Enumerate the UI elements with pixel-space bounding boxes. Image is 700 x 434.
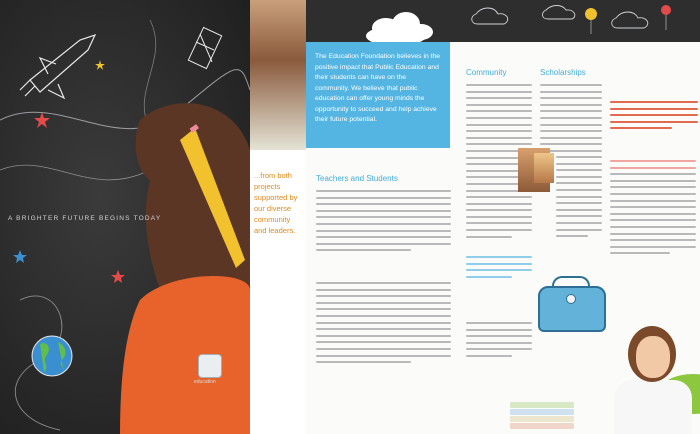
teachers-body-2 xyxy=(316,282,451,368)
inner-left-panel xyxy=(250,0,310,434)
satellite-icon xyxy=(188,27,221,68)
girl-face xyxy=(636,336,670,378)
heading-teachers: Teachers and Students xyxy=(316,174,398,183)
logo-text: education xyxy=(194,379,216,385)
star-icons xyxy=(34,112,125,283)
sidebar-quote: ...from both projects supported by our diverse community and leaders. xyxy=(254,171,298,235)
heading-scholarships: Scholarships xyxy=(540,68,586,77)
student-photo xyxy=(120,103,250,434)
foundation-logo xyxy=(198,354,222,378)
earth-icon xyxy=(32,336,72,376)
scholarship-highlight xyxy=(610,101,698,134)
right-body xyxy=(610,160,696,259)
teachers-body xyxy=(316,190,451,256)
books-stack xyxy=(510,402,574,430)
community-pull-quote xyxy=(466,256,532,282)
scholarships-body xyxy=(540,84,602,157)
community-body-2 xyxy=(466,322,532,362)
kid-photo xyxy=(534,153,554,183)
shuttle-icon xyxy=(20,35,95,98)
medical-bag-illustration xyxy=(538,286,606,332)
intro-statement: The Education Foundation believes in the positive impact that Public Education and their students can have on the community. We believe that public education can offer young minds the opportunity to succeed and help achieve their future potential. xyxy=(306,42,450,148)
girl-shirt xyxy=(614,380,692,434)
teacher-photo xyxy=(250,0,308,150)
bag-clasp xyxy=(566,294,576,304)
chalk-header xyxy=(306,0,700,42)
cover-tagline: A BRIGHTER FUTURE BEGINS TODAY xyxy=(8,215,162,222)
scholarships-body-2 xyxy=(556,156,602,242)
cover-panel xyxy=(0,0,250,434)
heading-community: Community xyxy=(466,68,507,77)
inner-pages xyxy=(306,0,700,434)
